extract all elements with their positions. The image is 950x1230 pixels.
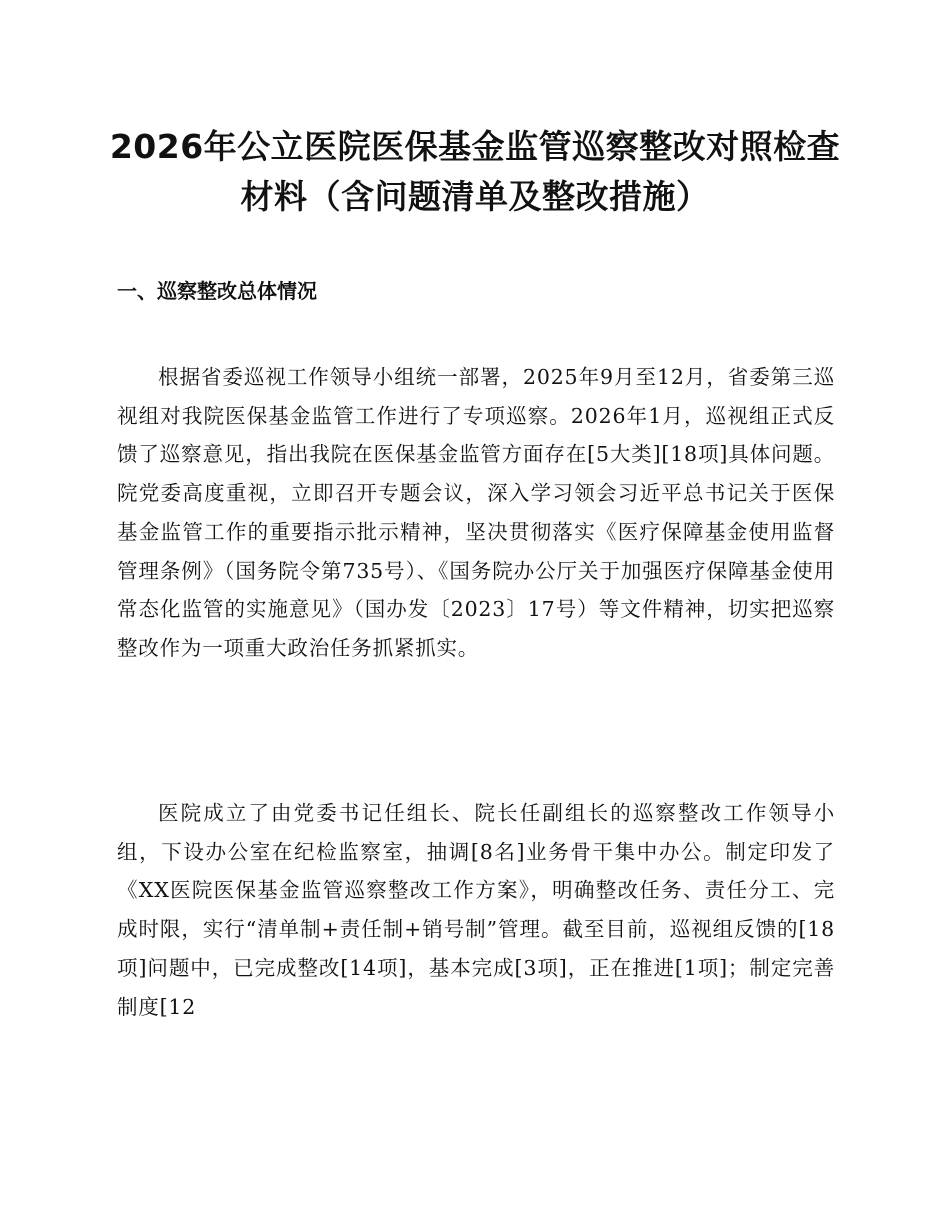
body-paragraph: 医院成立了由党委书记任组长、院长任副组长的巡察整改工作领导小组，下设办公室在纪检监察室，抽调[8名]业务骨干集中办公。制定印发了《XX医院医保基金监管巡察整改工作方案》，明确整改任务、责任分工、完成时限，实行“清单制+责任制+销号制”管理。截至目前，巡视组反馈的[18项]问题中，已完成整改[14项]，基本完成[3项]，正在推进[1项]；制定完善制度[12: [117, 801, 835, 1019]
body-paragraph: 根据省委巡视工作领导小组统一部署，2025年9月至12月，省委第三巡视组对我院医保基金监管工作进行了专项巡察。2026年1月，巡视组正式反馈了巡察意见，指出我院在医保基金监管方面存在[5大类][18项]具体问题。院党委高度重视，立即召开专题会议，深入学习领会习近平总书记关于医保基金监管工作的重要指示批示精神，坚决贯彻落实《医疗保障基金使用监督管理条例》（国务院令第735号）、《国务院办公厅关于加强医疗保障基金使用常态化监管的实施意见》（国办发〔2023〕17号）等文件精神，切实把巡察整改作为一项重大政治任务抓紧抓实。: [117, 365, 835, 660]
document-title: 2026年公立医院医保基金监管巡察整改对照检查材料（含问题清单及整改措施）: [109, 127, 841, 216]
section-heading: 一、巡察整改总体情况: [117, 279, 317, 303]
